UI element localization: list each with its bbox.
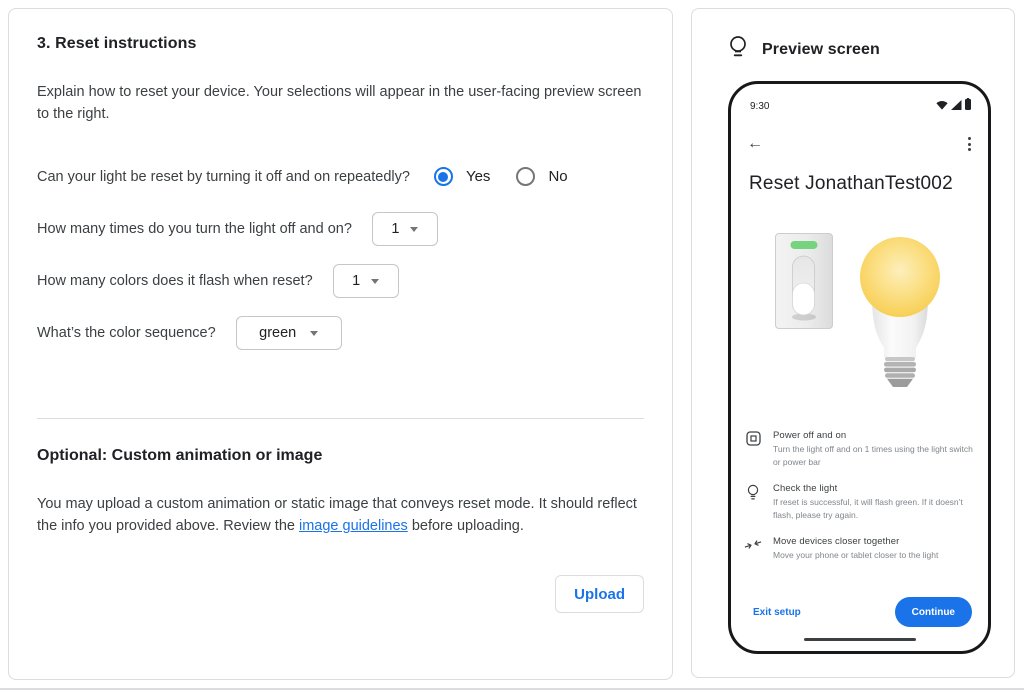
optional-section-description — [37, 493, 644, 537]
continue-button[interactable]: Continue — [895, 597, 972, 627]
preview-card — [691, 8, 1015, 678]
instruction-text — [773, 536, 938, 562]
instruction-title: Power off and on — [773, 430, 847, 441]
phone-footer — [731, 597, 988, 627]
question-label: How many colors does it flash when reset? — [37, 273, 313, 289]
reset-illustration — [731, 221, 988, 386]
instruction-body: Move your phone or tablet closer to the light — [773, 550, 939, 560]
light-switch-illustration — [775, 233, 833, 334]
reset-instructions-card — [8, 8, 673, 680]
question-label: How many times do you turn the light off and on? — [37, 221, 352, 237]
sequence-select[interactable] — [236, 316, 342, 350]
status-icons — [936, 97, 971, 115]
instruction-body: Turn the light off and on 1 times using the light switch or power bar — [773, 444, 973, 467]
radio-yes-control[interactable] — [434, 167, 453, 186]
instruction-item-move-closer — [744, 536, 974, 562]
radio-option-no[interactable] — [516, 167, 567, 186]
cellular-signal-icon — [951, 97, 962, 115]
description-text: You may upload a custom animation or static image that conveys reset mode. It should reflect the info you provided above. Review the — [37, 496, 637, 534]
question-label: Can your light be reset by turning it off and on repeatedly? — [37, 168, 410, 185]
status-bar — [731, 84, 988, 115]
times-select[interactable] — [372, 212, 438, 246]
radio-yes-label: Yes — [465, 168, 491, 185]
question-reset-repeatedly — [37, 167, 644, 186]
home-indicator-bar — [804, 638, 916, 641]
page-title: 3. Reset instructions — [37, 35, 197, 52]
lightbulb-icon — [728, 35, 748, 65]
upload-row — [37, 575, 644, 613]
times-select-value: 1 — [391, 221, 400, 237]
instruction-text — [773, 430, 974, 468]
exit-setup-link[interactable]: Exit setup — [753, 606, 801, 618]
upload-button[interactable]: Upload — [555, 575, 644, 613]
page-bottom-divider — [0, 688, 1024, 690]
radio-no-control[interactable] — [516, 167, 535, 186]
status-time: 9:30 — [750, 100, 770, 112]
wifi-icon — [936, 97, 948, 115]
colors-select-value: 1 — [352, 273, 361, 289]
question-color-sequence — [37, 316, 644, 350]
instruction-title: Move devices closer together — [773, 536, 900, 547]
instruction-item-power — [744, 430, 974, 468]
more-options-icon[interactable] — [966, 135, 973, 153]
question-flash-colors — [37, 264, 644, 298]
colors-select[interactable] — [333, 264, 399, 298]
phone-nav-bar — [731, 135, 988, 153]
lightbulb-icon — [744, 483, 762, 521]
radio-option-yes[interactable] — [434, 167, 490, 186]
chevron-down-icon — [310, 331, 318, 336]
move-closer-icon — [744, 536, 762, 562]
question-times-off-on — [37, 212, 644, 246]
phone-screen-title: Reset JonathanTest002 — [749, 173, 953, 194]
power-switch-icon — [744, 430, 762, 468]
section-divider — [37, 418, 644, 419]
preview-header — [728, 35, 984, 65]
image-guidelines-link[interactable]: image guidelines — [298, 518, 408, 534]
question-label: What’s the color sequence? — [37, 325, 216, 341]
instruction-title: Check the light — [773, 483, 838, 494]
radio-group — [434, 167, 568, 186]
preview-title: Preview screen — [762, 41, 880, 58]
description-text: before uploading. — [407, 518, 524, 534]
phone-mockup — [728, 81, 991, 654]
back-arrow-icon[interactable]: ← — [747, 135, 763, 152]
light-bulb-illustration — [855, 235, 945, 396]
optional-section-title: Optional: Custom animation or image — [37, 447, 323, 464]
instruction-item-check-light — [744, 483, 974, 521]
instruction-body: If reset is successful, it will flash green. If it doesn’t flash, please try again. — [773, 497, 963, 520]
radio-no-label: No — [548, 168, 568, 185]
chevron-down-icon — [410, 227, 418, 232]
sequence-select-value: green — [259, 325, 297, 341]
battery-icon — [965, 97, 971, 115]
instruction-text — [773, 483, 974, 521]
instruction-list — [731, 430, 988, 562]
chevron-down-icon — [371, 279, 379, 284]
section-description: Explain how to reset your device. Your selections will appear in the user-facing preview screen to the right. — [37, 84, 642, 122]
